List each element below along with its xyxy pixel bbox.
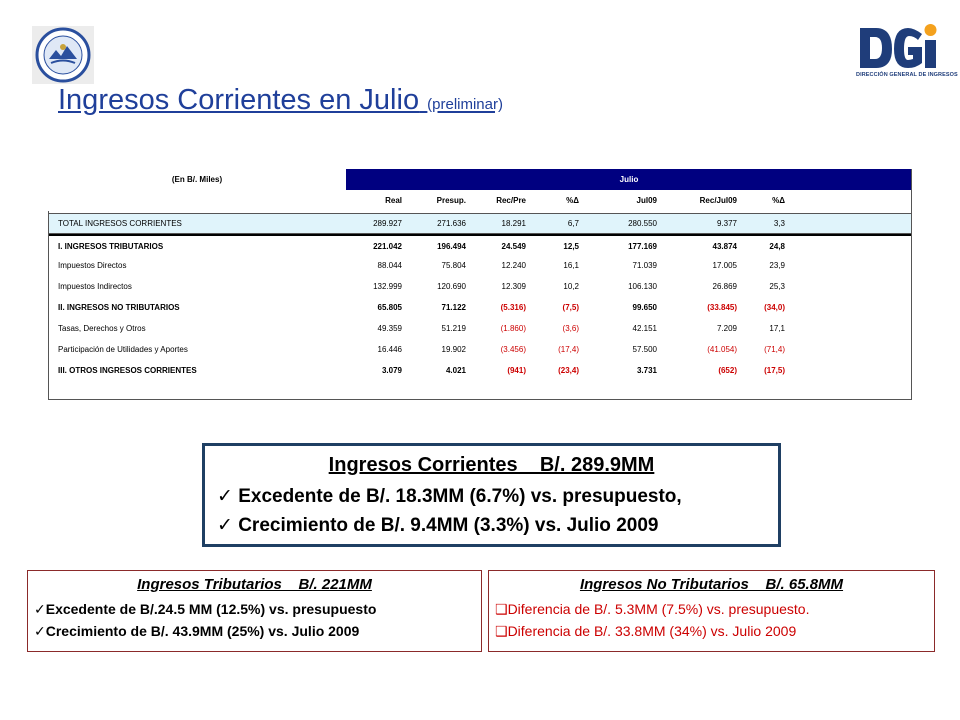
table-row [48,276,912,297]
table-cell: 7.209 [716,324,737,333]
checkbox-bullet-icon: ❑ [495,601,508,617]
summary-ingresos-no-tributarios [488,570,935,652]
table-cell: 289.927 [373,219,402,228]
summary-item [217,514,658,537]
table-cell: 24.549 [501,242,526,251]
table-cell: (7,5) [562,303,579,312]
table-total-row [48,213,912,234]
table-cell: 12.240 [501,261,526,270]
col-header: Real [385,196,402,205]
table-cell: 57.500 [632,345,657,354]
summary-item-text: Excedente de B/. 18.3MM (6.7%) vs. presupuesto, [238,486,682,507]
table-cell: 120.690 [437,282,466,291]
table-cell: 17,1 [769,324,785,333]
table-cell: 51.219 [441,324,466,333]
table-cell: 196.494 [437,242,466,251]
title-subtitle: (preliminar) [427,96,503,113]
table-cell: 26.869 [712,282,737,291]
table-cell: 18.291 [501,219,526,228]
row-label: Impuestos Indirectos [58,282,132,291]
table-border-bottom [48,399,912,400]
table-cell: 271.636 [437,219,466,228]
table-cell: (17,5) [764,366,785,375]
table-border-right [911,169,912,400]
table-cell: 106.130 [628,282,657,291]
check-icon: ✓ [34,601,46,617]
row-label: Impuestos Directos [58,261,127,270]
table-cell: 71.122 [441,303,466,312]
summary-heading: Ingresos Tributarios B/. 221MM [137,576,372,593]
summary-item-text: Diferencia de B/. 33.8MM (34%) vs. Julio 2009 [507,623,797,639]
col-header: %Δ [772,196,785,205]
table-cell: (41.054) [707,345,737,354]
page-title [58,84,503,117]
summary-ingresos-corrientes [202,443,781,547]
summary-item [495,623,796,640]
row-label: Tasas, Derechos y Otros [58,324,146,333]
unit-label: (En B/. Miles) [171,175,223,184]
table-cell: 3.079 [381,366,402,375]
table-cell: 19.902 [441,345,466,354]
col-header: Presup. [436,196,466,205]
table-cell: 49.359 [377,324,402,333]
col-header: %Δ [566,196,579,205]
check-icon: ✓ [34,623,46,639]
col-header: Rec/Pre [496,196,526,205]
table-row [48,360,912,381]
table-cell: 6,7 [567,219,579,228]
summary-item-text: Diferencia de B/. 5.3MM (7.5%) vs. presupuesto. [507,601,810,617]
row-label: III. OTROS INGRESOS CORRIENTES [58,366,197,375]
row-label: I. INGRESOS TRIBUTARIOS [58,242,164,251]
table-cell: 16.446 [377,345,402,354]
table-border-left [48,211,49,400]
table-cell: (3.456) [500,345,526,354]
dgi-logo [854,22,958,84]
table-cell: (17,4) [558,345,579,354]
table-cell: 65.805 [377,303,402,312]
table-cell: 221.042 [373,242,402,251]
table-cell: 25,3 [769,282,785,291]
table-cell: 3.731 [636,366,657,375]
table-cell: 177.169 [628,242,657,251]
table-cell: 12,5 [563,242,579,251]
table-cell: 42.151 [632,324,657,333]
row-label: Participación de Utilidades y Aportes [58,345,188,354]
summary-item [34,623,359,640]
table-cell: 10,2 [563,282,579,291]
summary-item-text: Crecimiento de B/. 9.4MM (3.3%) vs. Julio 2009 [238,515,659,536]
table-cell: 75.804 [441,261,466,270]
table-cell: 3,3 [773,219,785,228]
table-cell: 71.039 [632,261,657,270]
row-label: TOTAL INGRESOS CORRIENTES [58,219,182,228]
check-icon: ✓ [217,515,233,536]
table-cell: 17.005 [712,261,737,270]
table-row [48,339,912,360]
summary-item [34,601,376,618]
table-row [48,234,912,257]
summary-heading: Ingresos No Tributarios B/. 65.8MM [579,576,844,593]
summary-heading: Ingresos Corrientes B/. 289.9MM [328,454,655,476]
table-cell: (33.845) [707,303,737,312]
table-cell: (23,4) [558,366,579,375]
summary-ingresos-tributarios [27,570,482,652]
table-cell: 280.550 [628,219,657,228]
table-row [48,297,912,318]
col-header: Rec/Jul09 [699,196,737,205]
table-cell: (71,4) [764,345,785,354]
table-row [48,318,912,339]
checkbox-bullet-icon: ❑ [495,623,508,639]
table-cell: (1.860) [500,324,526,333]
table-cell: 99.650 [632,303,657,312]
table-cell: 12.309 [501,282,526,291]
revenue-table [48,169,912,400]
table-row [48,255,912,276]
table-cell: (652) [718,366,737,375]
table-cell: 23,9 [769,261,785,270]
group-header-julio: Julio [346,169,912,190]
dgi-logo-caption: DIRECCIÓN GENERAL DE INGRESOS [856,72,958,78]
table-cell: (941) [507,366,526,375]
table-cell: (3,6) [562,324,579,333]
summary-item-text: Crecimiento de B/. 43.9MM (25%) vs. Julio 2009 [45,623,360,639]
table-cell: 9.377 [716,219,737,228]
summary-item-text: Excedente de B/.24.5 MM (12.5%) vs. presupuesto [45,601,377,617]
summary-item [217,485,682,508]
ministry-seal-logo [32,26,94,84]
table-cell: 88.044 [377,261,402,270]
table-cell: 24,8 [769,242,785,251]
table-cell: (5.316) [500,303,526,312]
table-cell: 43.874 [712,242,737,251]
summary-item [495,601,809,618]
row-label: II. INGRESOS NO TRIBUTARIOS [58,303,180,312]
table-cell: (34,0) [764,303,785,312]
col-header: Jul09 [636,196,657,205]
table-cell: 132.999 [373,282,402,291]
check-icon: ✓ [217,486,233,507]
table-cell: 4.021 [445,366,466,375]
table-cell: 16,1 [563,261,579,270]
title-main: Ingresos Corrientes en Julio [58,84,420,116]
